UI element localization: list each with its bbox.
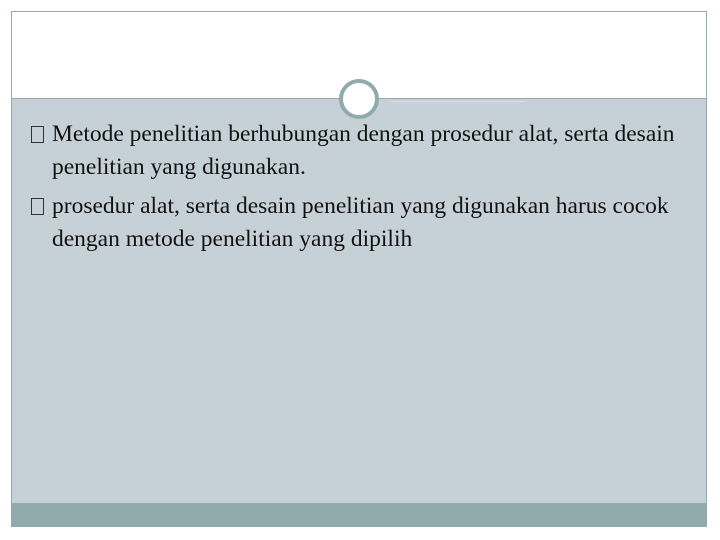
bullet-text: Metode penelitian berhubungan dengan prosedur alat, serta desain penelitian yang digunakan. (52, 121, 675, 180)
bullet-text: prosedur alat, serta desain penelitian yang digunakan harus cocok dengan metode penelitian yang dipilih (52, 193, 669, 252)
bullet-item (31, 190, 691, 256)
bullet-item (31, 118, 691, 184)
ring-ornament-icon (339, 79, 379, 119)
missing-glyph-box-icon (31, 126, 44, 143)
bullet-list (31, 118, 691, 262)
missing-glyph-box-icon (31, 198, 44, 215)
